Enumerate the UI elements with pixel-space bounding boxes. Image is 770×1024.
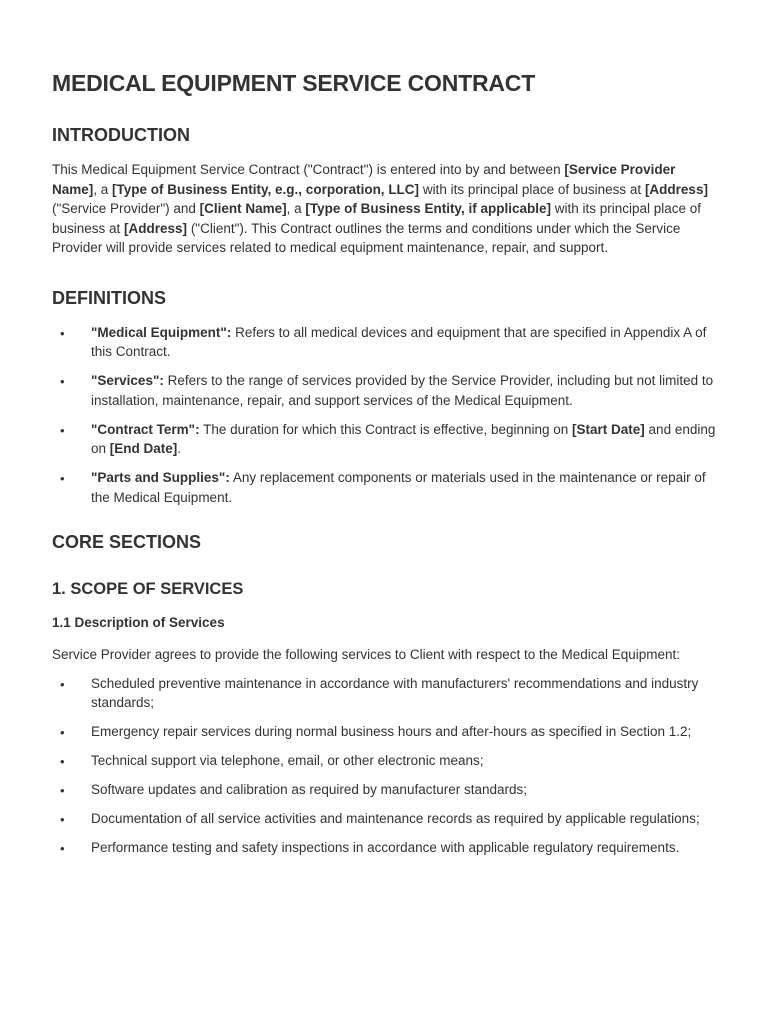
bullet-icon: • — [60, 422, 65, 438]
placeholder-client-entity: [Type of Business Entity, if applicable] — [305, 201, 551, 216]
intro-text: ("Service Provider") and — [52, 201, 200, 216]
bullet-icon: • — [60, 471, 65, 486]
service-item — [52, 838, 718, 858]
bullet-icon: • — [60, 374, 65, 389]
placeholder-client-address: [Address] — [124, 220, 188, 236]
services-intro-paragraph: Service Provider agrees to provide the following services to Client with respect to the Medical Equipment: — [52, 647, 681, 662]
bullet-icon: • — [60, 725, 65, 740]
definition-text: Any replacement components or materials used in the maintenance or repair of the Medical Equipment. — [91, 470, 706, 505]
definition-term: "Parts and Supplies": — [91, 470, 230, 485]
intro-text: with its principal place of business at — [52, 201, 702, 236]
intro-text: with its principal place of business at — [419, 181, 645, 197]
placeholder-client-name: [Client Name] — [199, 201, 287, 216]
definition-text: and ending on — [91, 421, 716, 456]
definition-item — [52, 323, 718, 362]
service-item-text: Performance testing and safety inspections in accordance with applicable regulatory requirements. — [91, 840, 680, 855]
intro-text: , a — [93, 181, 113, 197]
definitions-list — [52, 323, 718, 508]
definition-text: The duration for which this Contract is effective, beginning on — [199, 421, 573, 437]
definition-text: . — [177, 441, 182, 456]
definition-item — [52, 420, 718, 459]
bullet-icon: • — [60, 754, 65, 769]
definitions-heading: DEFINITIONS — [52, 287, 167, 308]
service-item — [52, 751, 718, 771]
services-list — [52, 674, 718, 858]
scope-of-services-heading: 1. SCOPE OF SERVICES — [52, 580, 244, 598]
placeholder-start-date: [Start Date] — [572, 421, 645, 437]
service-item-text: Software updates and calibration as required by manufacturer standards; — [91, 782, 528, 797]
intro-text: This Medical Equipment Service Contract ("Contract") is entered into by and between — [52, 162, 565, 177]
introduction-heading: INTRODUCTION — [52, 125, 190, 145]
service-item — [52, 674, 718, 713]
service-item-text: Emergency repair services during normal business hours and after-hours as specified in Section 1.2; — [91, 724, 692, 739]
placeholder-service-provider-name: [Service Provider Name] — [52, 162, 676, 197]
service-item-text: Scheduled preventive maintenance in accordance with manufacturers' recommendations and industry standards; — [91, 675, 699, 710]
core-sections-heading: CORE SECTIONS — [52, 532, 202, 552]
bullet-icon: • — [60, 325, 65, 341]
service-item — [52, 809, 718, 829]
definition-item — [52, 468, 718, 507]
definition-term: "Medical Equipment": — [91, 324, 232, 340]
bullet-icon: • — [60, 812, 65, 827]
definition-term: "Services": — [91, 373, 164, 388]
placeholder-address: [Address] — [644, 181, 708, 197]
service-item-text: Documentation of all service activities and maintenance records as required by applicable regulations; — [91, 811, 700, 826]
service-item-text: Technical support via telephone, email, or other electronic means; — [91, 753, 484, 768]
placeholder-end-date: [End Date] — [109, 441, 178, 456]
document-title: MEDICAL EQUIPMENT SERVICE CONTRACT — [52, 70, 536, 96]
description-of-services-heading: 1.1 Description of Services — [52, 615, 225, 630]
definition-item — [52, 371, 718, 410]
placeholder-business-entity: [Type of Business Entity, e.g., corporation, LLC] — [112, 181, 420, 197]
definition-term: "Contract Term": — [91, 421, 200, 437]
definition-text: Refers to the range of services provided by the Service Provider, including but not limited to installation, maintenance, repair, and support services of the Medical Equipment. — [91, 373, 714, 408]
intro-text: , a — [286, 201, 306, 216]
definition-text: Refers to all medical devices and equipment that are specified in Appendix A of this Contract. — [91, 324, 707, 359]
introduction-paragraph — [52, 160, 718, 258]
service-item — [52, 780, 718, 800]
bullet-icon: • — [60, 841, 65, 856]
bullet-icon: • — [60, 676, 65, 692]
intro-text: ("Client"). This Contract outlines the terms and conditions under which the Service Provider will provide services related to medical equipment maintenance, repair, and support. — [52, 220, 681, 255]
service-item — [52, 722, 718, 742]
bullet-icon: • — [60, 783, 65, 798]
